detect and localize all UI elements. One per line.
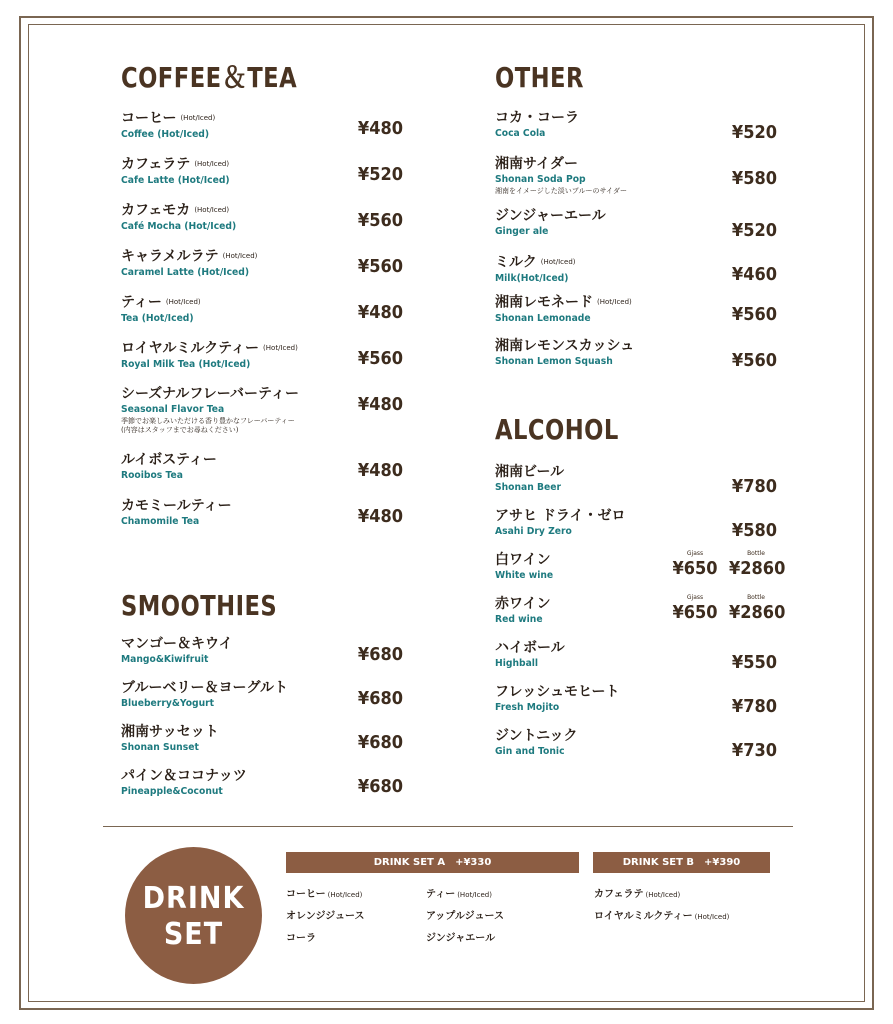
drink-set-option: ロイヤルミルクティー (Hot/Iced) <box>594 911 730 922</box>
menu-item <box>121 202 411 248</box>
item-note: (Hot/Iced) <box>263 344 298 352</box>
menu-item <box>495 254 785 294</box>
drink-set-a-bar: DRINK SET A +¥330 <box>286 852 579 873</box>
item-name-jp: キャラメルラテ (Hot/Iced) <box>121 248 258 265</box>
menu-item <box>121 294 411 340</box>
item-price: ¥560 <box>357 256 403 277</box>
item-price: ¥520 <box>731 122 777 143</box>
item-name-en: Gin and Tonic <box>495 746 565 757</box>
item-price: ¥460 <box>731 264 777 285</box>
item-name-jp: 湘南レモネード (Hot/Iced) <box>495 294 632 311</box>
item-price: ¥780 <box>731 476 777 497</box>
item-name-jp: ミルク (Hot/Iced) <box>495 254 576 271</box>
item-name-en: Caramel Latte (Hot/Iced) <box>121 266 250 278</box>
item-name-jp: ジントニック <box>495 728 578 744</box>
item-name-jp: ジンジャーエール <box>495 208 606 224</box>
item-name-jp: カフェラテ (Hot/Iced) <box>121 156 230 173</box>
item-name-jp: 湘南サッセット <box>121 724 219 740</box>
item-price: ¥520 <box>357 164 403 185</box>
item-price: ¥560 <box>731 350 777 371</box>
item-name-en: Red wine <box>495 614 543 625</box>
drink-set-badge-line1: DRINK <box>142 881 245 916</box>
glass-label: Gjass <box>686 550 704 557</box>
menu-item <box>121 452 411 498</box>
item-name-en: Chamomile Tea <box>121 516 200 527</box>
item-note: (Hot/Iced) <box>540 258 576 266</box>
item-note: (Hot/Iced) <box>165 298 201 306</box>
menu-item <box>495 728 785 772</box>
drink-set-option: アップルジュース <box>426 911 504 922</box>
item-name-en: Café Mocha (Hot/Iced) <box>121 220 237 232</box>
menu-item <box>121 156 411 202</box>
drink-set-option: ティー (Hot/Iced) <box>426 889 492 900</box>
item-name-jp: コカ・コーラ <box>495 110 579 126</box>
menu-item <box>495 508 785 552</box>
smoothies-title: SMOOTHIES <box>121 589 278 622</box>
item-note: (Hot/Iced) <box>180 114 216 122</box>
item-price: ¥480 <box>357 394 403 415</box>
item-note: (Hot/Iced) <box>597 298 632 306</box>
item-name-en: Seasonal Flavor Tea <box>121 404 225 415</box>
menu-item <box>121 636 411 680</box>
item-name-en: Milk(Hot/Iced) <box>495 272 569 284</box>
item-name-en: Asahi Dry Zero <box>495 526 572 537</box>
item-name-jp: ハイボール <box>495 640 565 656</box>
menu-item <box>495 464 785 508</box>
item-name-en: Ginger ale <box>495 226 549 237</box>
drink-set-badge-line2: SET <box>163 917 224 952</box>
menu-item <box>121 340 411 386</box>
menu-item <box>121 386 411 452</box>
item-description: 季節でお楽しみいただける香り豊かなフレーバーティー <box>121 417 295 425</box>
menu-item <box>495 684 785 728</box>
item-price: ¥560 <box>357 348 403 369</box>
item-price: ¥480 <box>357 460 403 481</box>
coffee-tea-list <box>121 110 411 544</box>
menu-item <box>121 724 411 768</box>
drink-set-option: コーラ <box>286 933 316 944</box>
drink-set-badge <box>125 847 262 984</box>
item-name-en: Pineapple&Coconut <box>121 786 223 797</box>
item-name-jp: カフェモカ (Hot/Iced) <box>121 202 230 219</box>
item-name-jp: マンゴー＆キウイ <box>121 636 233 652</box>
item-price: ¥550 <box>731 652 777 673</box>
item-name-jp: 赤ワイン <box>495 596 551 612</box>
item-price: ¥580 <box>731 168 777 189</box>
drink-set-option-note: (Hot/Iced) <box>457 891 492 899</box>
alcohol-list <box>495 464 785 772</box>
item-name-jp: カモミールティー <box>121 498 232 514</box>
item-name-en: Rooibos Tea <box>121 470 183 481</box>
menu-item <box>495 338 785 382</box>
item-name-jp: 白ワイン <box>495 552 551 568</box>
item-name-en: Royal Milk Tea (Hot/Iced) <box>121 358 251 370</box>
item-price: ¥680 <box>357 776 403 797</box>
other-title: OTHER <box>495 61 584 94</box>
coffee-tea-title: COFFEE＆TEA <box>121 61 298 94</box>
menu-item <box>495 640 785 684</box>
menu-item <box>495 294 785 338</box>
bottle-price <box>729 550 786 580</box>
item-name-jp: フレッシュモヒート <box>495 684 620 700</box>
other-list <box>495 110 785 382</box>
item-price: ¥680 <box>357 688 403 709</box>
item-description: 湘南をイメージした淡いブルーのサイダー <box>495 187 628 195</box>
item-name-en: Coca Cola <box>495 128 546 139</box>
item-price: ¥480 <box>357 118 403 139</box>
item-name-jp: アサヒ ドライ・ゼロ <box>495 508 626 524</box>
menu-item <box>121 248 411 294</box>
item-name-jp: シーズナルフレーバーティー <box>121 386 299 402</box>
drink-set-b-bar: DRINK SET B +¥390 <box>593 852 770 873</box>
item-price: ¥680 <box>357 644 403 665</box>
bottle-label: Bottle <box>747 550 765 557</box>
item-price: ¥730 <box>731 740 777 761</box>
item-name-en: White wine <box>495 570 554 581</box>
item-name-en: Shonan Sunset <box>121 742 199 753</box>
item-name-en: Blueberry&Yogurt <box>121 698 215 709</box>
item-price: ¥680 <box>357 732 403 753</box>
drink-set-option-note: (Hot/Iced) <box>694 913 730 921</box>
item-price: ¥780 <box>731 696 777 717</box>
bottle-label: Bottle <box>747 594 765 601</box>
item-name-en: Shonan Beer <box>495 482 562 493</box>
item-name-en: Shonan Lemonade <box>495 312 591 324</box>
item-name-jp: ルイボスティー <box>121 452 217 468</box>
menu-item <box>495 110 785 156</box>
item-name-jp: 湘南サイダー <box>495 156 579 172</box>
left-column <box>121 58 411 797</box>
item-name-jp: ロイヤルミルクティー (Hot/Iced) <box>121 340 298 357</box>
item-name-jp: ティー (Hot/Iced) <box>121 294 201 311</box>
glass-value: ¥650 <box>672 602 718 623</box>
item-name-jp: ブルーベリー＆ヨーグルト <box>121 680 289 696</box>
section-divider <box>103 826 793 827</box>
menu-item <box>121 680 411 724</box>
item-name-en: Tea (Hot/Iced) <box>121 312 194 324</box>
item-price: ¥580 <box>731 520 777 541</box>
item-note: (Hot/Iced) <box>222 252 258 260</box>
item-price: ¥560 <box>731 304 777 325</box>
menu-item <box>121 768 411 812</box>
bottle-price <box>729 594 786 624</box>
item-name-jp: コーヒー (Hot/Iced) <box>121 110 216 127</box>
item-price: ¥480 <box>357 506 403 527</box>
menu-item <box>121 498 411 544</box>
drink-set-option-note: (Hot/Iced) <box>645 891 681 899</box>
glass-label: Gjass <box>686 594 704 601</box>
item-note: (Hot/Iced) <box>194 160 230 168</box>
drink-set-option: ジンジャエール <box>426 933 496 944</box>
bottle-value: ¥2860 <box>729 602 786 623</box>
item-price: ¥560 <box>357 210 403 231</box>
item-name-en: Cafe Latte (Hot/Iced) <box>121 174 230 186</box>
glass-price <box>671 594 719 624</box>
menu-item <box>495 208 785 254</box>
item-name-jp: 湘南ビール <box>495 464 565 480</box>
item-name-jp: パイン＆ココナッツ <box>121 768 247 784</box>
alcohol-title: ALCOHOL <box>495 413 619 446</box>
item-name-en: Highball <box>495 658 539 669</box>
item-name-en: Mango&Kiwifruit <box>121 654 209 665</box>
item-name-en: Shonan Soda Pop <box>495 174 586 185</box>
item-name-en: Shonan Lemon Squash <box>495 356 613 367</box>
item-name-jp: 湘南レモンスカッシュ <box>495 338 635 354</box>
item-price: ¥480 <box>357 302 403 323</box>
menu-item <box>495 596 785 640</box>
bottle-value: ¥2860 <box>729 558 786 579</box>
drink-set-option: オレンジジュース <box>286 911 365 922</box>
drink-set-option: コーヒー (Hot/Iced) <box>286 889 363 900</box>
item-description: (内容はスタッフまでお尋ねください) <box>121 426 239 434</box>
menu-item <box>121 110 411 156</box>
item-name-en: Fresh Mojito <box>495 702 560 713</box>
item-name-en: Coffee (Hot/Iced) <box>121 128 210 140</box>
drink-set-option-note: (Hot/Iced) <box>327 891 363 899</box>
menu-item <box>495 156 785 208</box>
menu-item <box>495 552 785 596</box>
right-column <box>495 58 786 761</box>
glass-value: ¥650 <box>672 558 718 579</box>
glass-price <box>671 550 719 580</box>
drink-set-option: カフェラテ (Hot/Iced) <box>594 889 681 900</box>
item-price: ¥520 <box>731 220 777 241</box>
item-note: (Hot/Iced) <box>194 206 230 214</box>
smoothies-list <box>121 636 411 812</box>
